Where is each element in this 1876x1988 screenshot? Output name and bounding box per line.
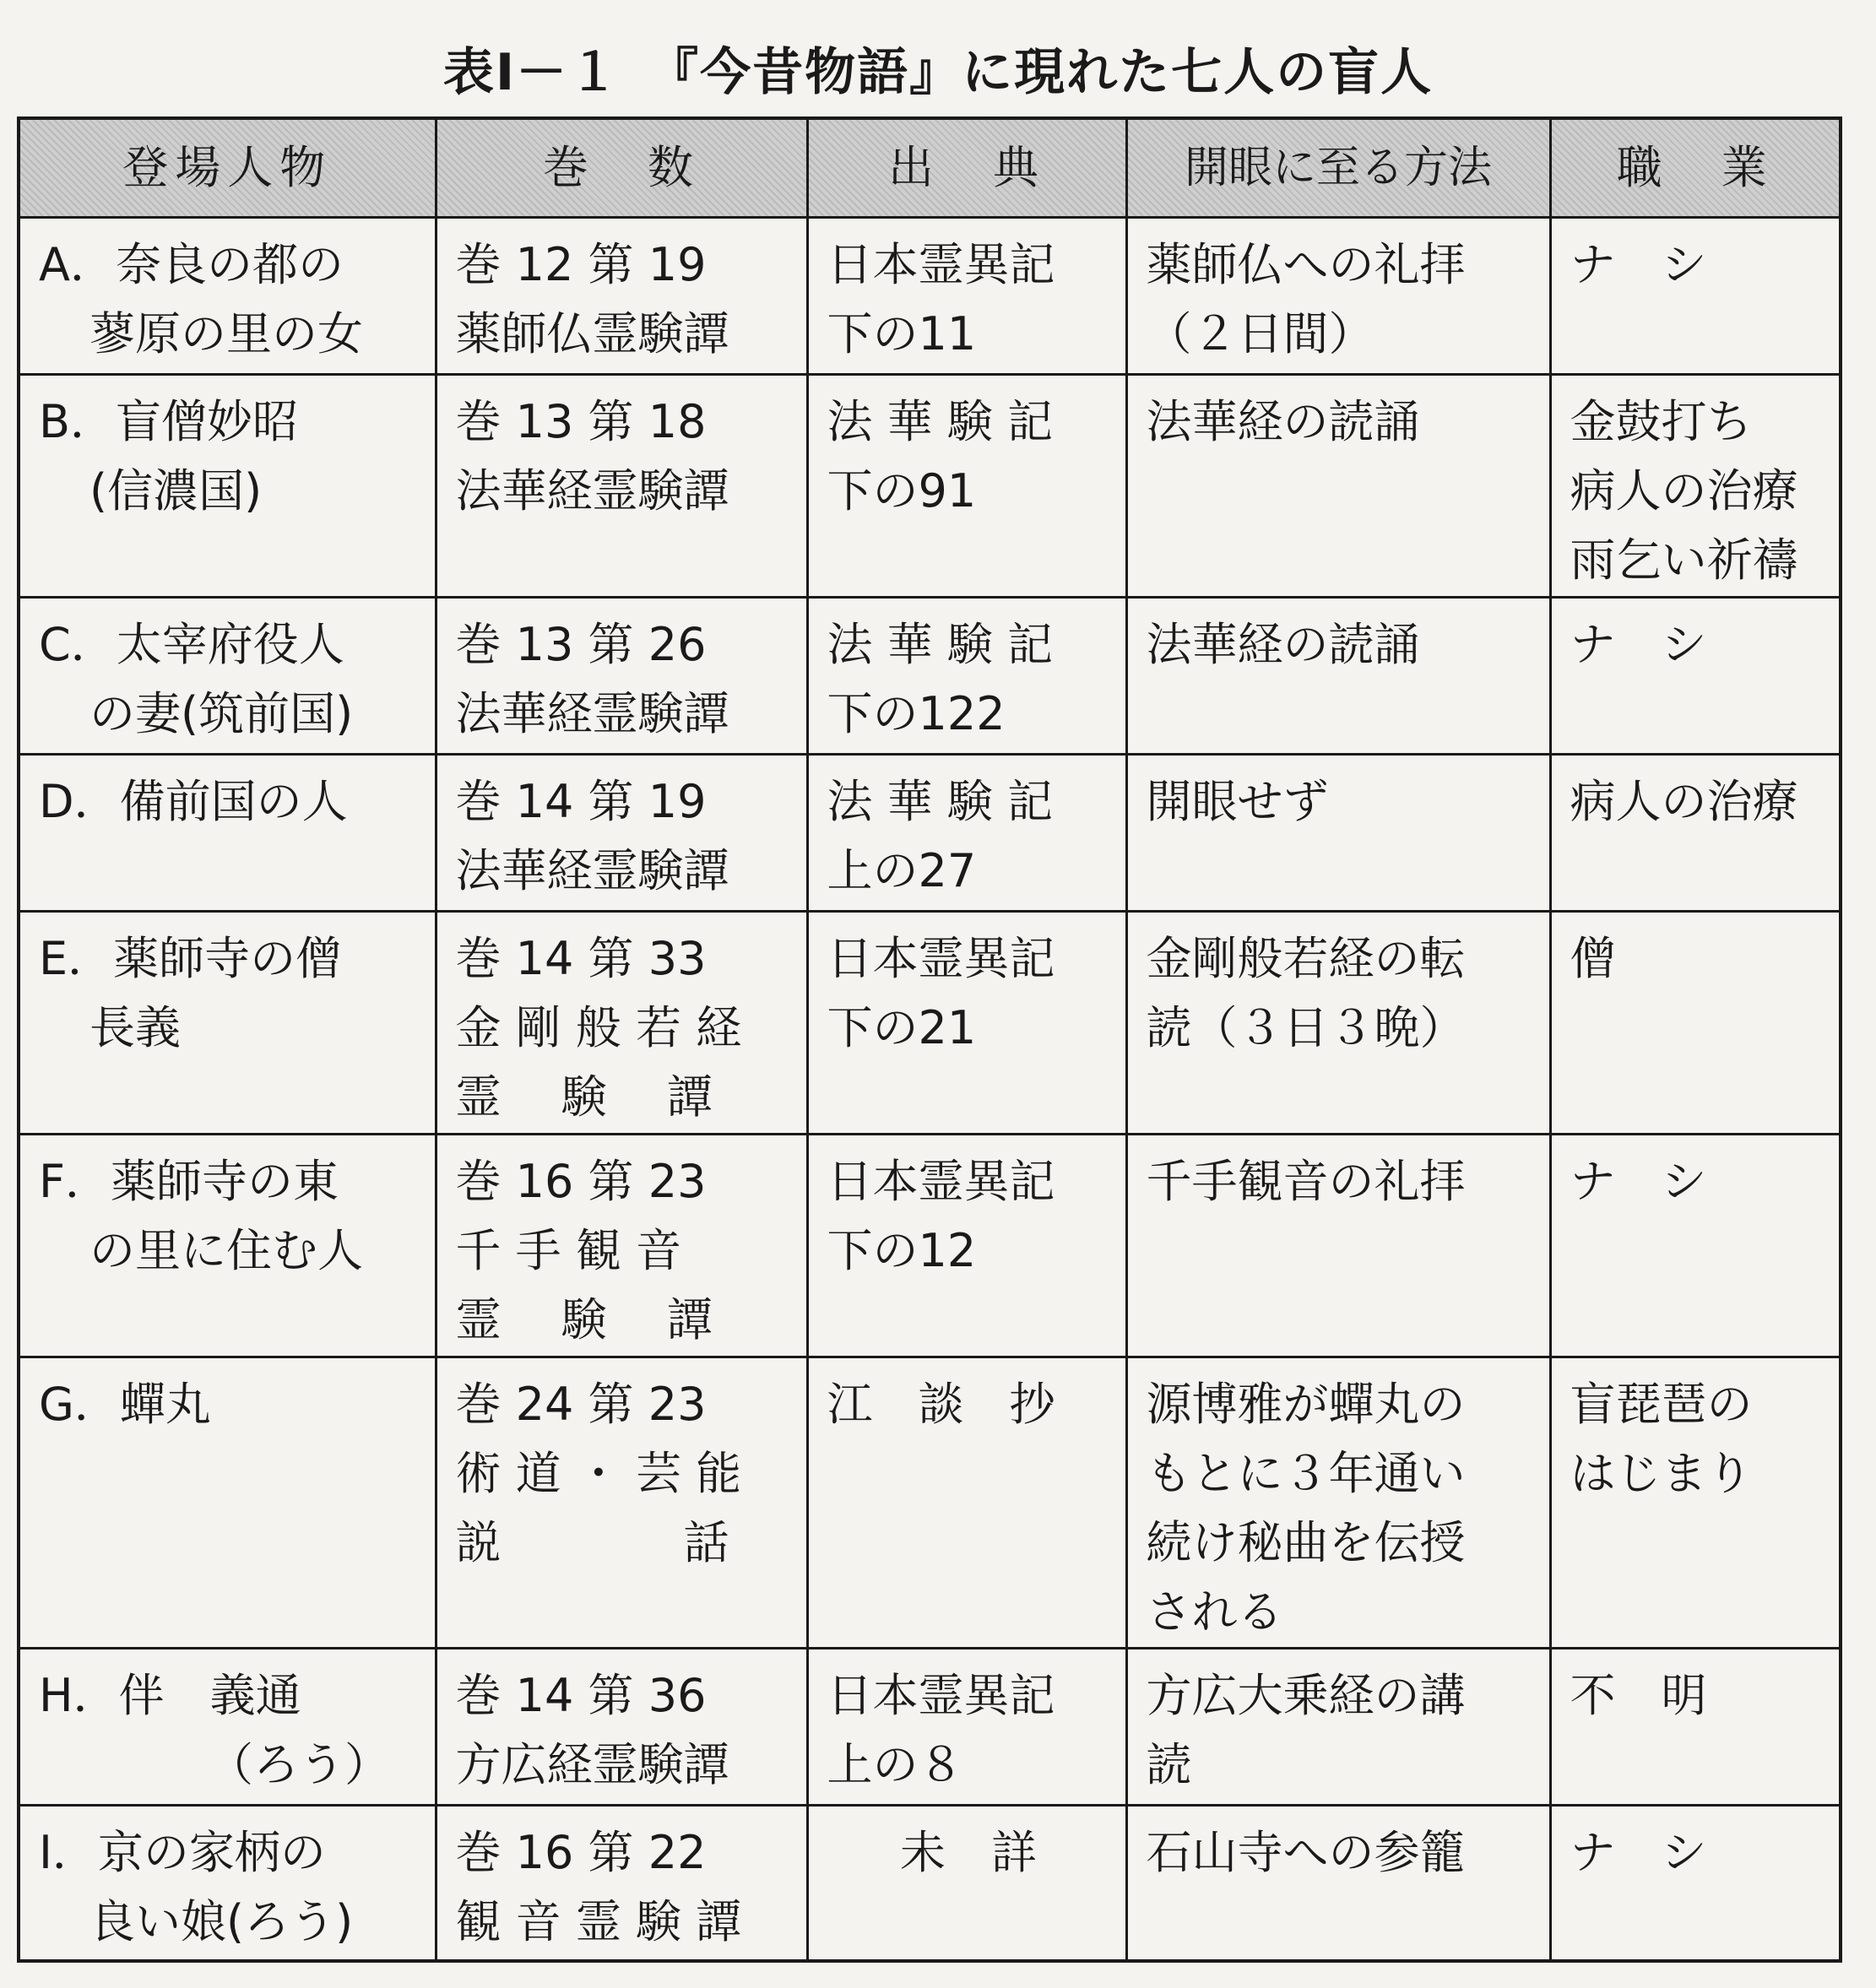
method-line: 読 [1146, 1738, 1192, 1791]
occupation-cell [1550, 375, 1841, 598]
volume-line: 法華経霊験譚 [455, 687, 729, 740]
source-line: 下の122 [827, 687, 1006, 740]
method-line: 法華経の読誦 [1146, 395, 1420, 448]
volume-line: 巻 16 第 22 [455, 1826, 707, 1879]
source-cell [807, 1135, 1126, 1357]
source-cell [807, 1806, 1126, 1961]
source-cell [807, 755, 1126, 912]
source-line: 下の21 [827, 1001, 977, 1054]
volume-cell [436, 218, 807, 375]
method-line: 金剛般若経の転 [1146, 932, 1466, 985]
occupation-cell [1550, 1649, 1841, 1806]
table-row [19, 1649, 1841, 1806]
occupation-line: 金鼓打ち [1570, 395, 1753, 448]
volume-cell [436, 598, 807, 755]
method-line: もとに３年通い [1146, 1447, 1466, 1500]
person-cell [19, 1806, 436, 1961]
person-line: A．奈良の都の [39, 238, 344, 291]
method-line: （２日間） [1146, 307, 1374, 360]
source-line: 日本霊異記 [827, 1669, 1055, 1722]
volume-line: 術 道 ・ 芸 能 [455, 1447, 742, 1500]
volume-cell [436, 1357, 807, 1649]
person-line: 良い娘(ろう) [89, 1895, 354, 1948]
source-line: 上の８ [827, 1738, 964, 1791]
table-title: 表Ⅰ－１ 『今昔物語』に現れた七人の盲人 [442, 43, 1434, 102]
person-cell [19, 755, 436, 912]
method-line: 薬師仏への礼拝 [1146, 238, 1466, 291]
person-line: (信濃国) [89, 464, 263, 517]
occupation-line: 盲琵琶の [1570, 1378, 1753, 1431]
person-line: I．京の家柄の [39, 1826, 326, 1879]
person-cell [19, 1135, 436, 1357]
volume-line: 巻 24 第 23 [455, 1378, 707, 1431]
occupation-cell [1550, 912, 1841, 1135]
method-cell [1126, 375, 1550, 598]
volume-line: 薬師仏霊験譚 [455, 307, 729, 360]
blind-persons-table [17, 116, 1842, 1963]
source-line: 法 華 験 記 [827, 395, 1053, 448]
table-row [19, 1357, 1841, 1649]
person-cell [19, 912, 436, 1135]
source-line: 法 華 験 記 [827, 618, 1053, 671]
header-volume: 巻 数 [436, 118, 807, 218]
header-method: 開眼に至る方法 [1126, 118, 1550, 218]
source-line: 下の12 [827, 1224, 977, 1277]
occupation-line: 僧 [1570, 932, 1616, 985]
method-line: 方広大乗経の講 [1146, 1669, 1466, 1722]
method-line: 石山寺への参籠 [1146, 1826, 1466, 1879]
person-cell [19, 598, 436, 755]
person-line: D．備前国の人 [39, 775, 348, 828]
person-line: の妻(筑前国) [89, 687, 354, 740]
occupation-line: ナ シ [1570, 1826, 1707, 1879]
occupation-cell [1550, 1806, 1841, 1961]
person-cell [19, 1357, 436, 1649]
person-line: の里に住む人 [89, 1224, 363, 1277]
occupation-line: 不 明 [1570, 1669, 1707, 1722]
source-line: 下の11 [827, 307, 977, 360]
table-row [19, 218, 1841, 375]
method-line: 開眼せず [1146, 775, 1329, 828]
method-cell [1126, 1806, 1550, 1961]
volume-line: 法華経霊験譚 [455, 844, 729, 897]
method-line: 読（３日３晩） [1146, 1001, 1466, 1054]
volume-cell [436, 912, 807, 1135]
person-line: B．盲僧妙昭 [39, 395, 299, 448]
table-row [19, 1135, 1841, 1357]
person-line: G．蟬丸 [39, 1378, 211, 1431]
volume-line: 巻 14 第 19 [455, 775, 707, 828]
table-row [19, 755, 1841, 912]
method-cell [1126, 598, 1550, 755]
volume-line: 法華経霊験譚 [455, 464, 729, 517]
occupation-line: はじまり [1570, 1447, 1753, 1500]
volume-line: 巻 13 第 18 [455, 395, 707, 448]
person-line: （ろう） [208, 1738, 390, 1791]
method-cell [1126, 755, 1550, 912]
occupation-line: 雨乞い祈禱 [1570, 534, 1798, 587]
volume-line: 巻 12 第 19 [455, 238, 707, 291]
header-row [19, 118, 1841, 218]
occupation-cell [1550, 1135, 1841, 1357]
occupation-line: ナ シ [1570, 1155, 1707, 1208]
method-line: 千手観音の礼拝 [1146, 1155, 1466, 1208]
occupation-cell [1550, 218, 1841, 375]
person-cell [19, 1649, 436, 1806]
volume-line: 説 話 [455, 1516, 729, 1569]
table-row [19, 912, 1841, 1135]
source-cell [807, 218, 1126, 375]
source-cell [807, 912, 1126, 1135]
occupation-cell [1550, 598, 1841, 755]
method-cell [1126, 1357, 1550, 1649]
volume-line: 方広経霊験譚 [455, 1738, 729, 1791]
occupation-line: ナ シ [1570, 238, 1707, 291]
person-line: E．薬師寺の僧 [39, 932, 342, 985]
method-cell [1126, 912, 1550, 1135]
method-line: される [1146, 1585, 1283, 1639]
person-line: H．伴 義通 [39, 1669, 301, 1722]
volume-cell [436, 755, 807, 912]
person-cell [19, 218, 436, 375]
volume-line: 巻 14 第 33 [455, 932, 707, 985]
volume-line: 金 剛 般 若 経 [455, 1001, 742, 1054]
header-source: 出 典 [807, 118, 1126, 218]
source-line: 日本霊異記 [827, 932, 1055, 985]
method-cell [1126, 1649, 1550, 1806]
table-row [19, 598, 1841, 755]
person-line: C．太宰府役人 [39, 618, 344, 671]
source-cell [807, 1649, 1126, 1806]
occupation-cell [1550, 755, 1841, 912]
method-line: 続け秘曲を伝授 [1146, 1516, 1466, 1569]
source-line: 日本霊異記 [827, 238, 1055, 291]
volume-line: 観 音 霊 験 譚 [455, 1895, 742, 1948]
occupation-line: 病人の治療 [1570, 775, 1798, 828]
person-line: F．薬師寺の東 [39, 1155, 339, 1208]
table-row [19, 1806, 1841, 1961]
source-cell [807, 598, 1126, 755]
source-line: 法 華 験 記 [827, 775, 1053, 828]
table-row [19, 375, 1841, 598]
person-line: 長義 [89, 1001, 181, 1054]
header-occupation: 職 業 [1550, 118, 1841, 218]
source-line: 日本霊異記 [827, 1155, 1055, 1208]
volume-cell [436, 1806, 807, 1961]
occupation-line: ナ シ [1570, 618, 1707, 671]
occupation-line: 病人の治療 [1570, 464, 1798, 517]
occupation-cell [1550, 1357, 1841, 1649]
method-cell [1126, 218, 1550, 375]
volume-cell [436, 1649, 807, 1806]
method-cell [1126, 1135, 1550, 1357]
source-cell [807, 375, 1126, 598]
person-cell [19, 375, 436, 598]
volume-cell [436, 1135, 807, 1357]
method-line: 法華経の読誦 [1146, 618, 1420, 671]
volume-line: 巻 13 第 26 [455, 618, 707, 671]
method-line: 源博雅が蟬丸の [1146, 1378, 1466, 1431]
volume-line: 霊 験 譚 [455, 1070, 713, 1124]
source-line: 下の91 [827, 464, 977, 517]
volume-line: 千 手 観 音 [455, 1224, 681, 1277]
volume-cell [436, 375, 807, 598]
source-line: 未 詳 [900, 1826, 1037, 1879]
source-line: 江 談 抄 [827, 1378, 1055, 1431]
source-cell [807, 1357, 1126, 1649]
source-line: 上の27 [827, 844, 977, 897]
volume-line: 巻 14 第 36 [455, 1669, 707, 1722]
person-line: 蓼原の里の女 [89, 307, 363, 360]
volume-line: 霊 験 譚 [455, 1293, 713, 1346]
volume-line: 巻 16 第 23 [455, 1155, 707, 1208]
header-person: 登場人物 [19, 118, 436, 218]
